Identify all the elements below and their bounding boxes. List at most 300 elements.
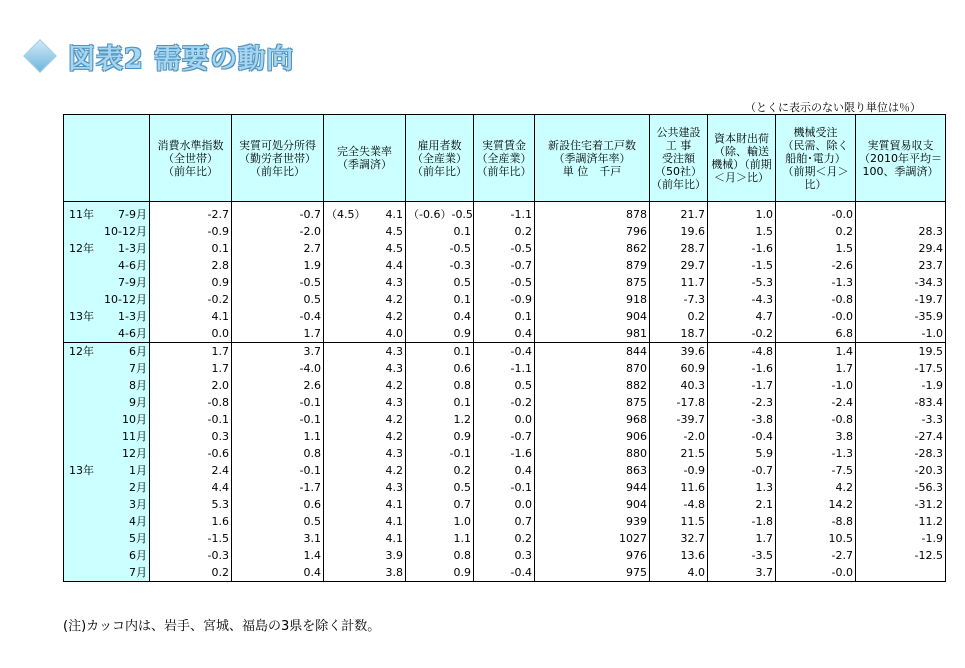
data-cell: 1.7 [232, 325, 324, 343]
data-cell: 880 [535, 445, 650, 462]
data-cell: 2.0 [150, 377, 232, 394]
table-row [64, 462, 946, 479]
row-period: 5月 [129, 532, 147, 545]
data-cell: 4.2 [324, 411, 406, 428]
data-cell: 906 [535, 428, 650, 445]
data-cell: 29.4 [856, 240, 946, 257]
data-cell: 862 [535, 240, 650, 257]
data-cell: 870 [535, 360, 650, 377]
data-cell: -1.6 [474, 445, 535, 462]
data-cell: -7.5 [776, 462, 856, 479]
data-cell: 4.1 [324, 530, 406, 547]
row-label [64, 445, 150, 462]
row-label [64, 240, 150, 257]
column-header: 完全失業率 （季調済） [324, 115, 406, 202]
data-cell: 4.1 [150, 308, 232, 325]
data-cell: -1.0 [776, 377, 856, 394]
row-period: 7月 [129, 566, 147, 579]
data-cell: 944 [535, 479, 650, 496]
data-cell: 11.5 [650, 513, 708, 530]
data-cell: 0.1 [406, 343, 474, 361]
row-label [64, 513, 150, 530]
row-label [64, 411, 150, 428]
row-label [64, 462, 150, 479]
data-cell: -7.3 [650, 291, 708, 308]
data-cell: 2.8 [150, 257, 232, 274]
data-cell: 4.4 [150, 479, 232, 496]
data-cell: 976 [535, 547, 650, 564]
data-cell: 2.6 [232, 377, 324, 394]
row-year: 12年 [69, 345, 94, 358]
data-cell: 4.5 [324, 223, 406, 240]
data-cell: -0.3 [406, 257, 474, 274]
data-cell: 863 [535, 462, 650, 479]
table-row [64, 343, 946, 361]
data-cell: 23.7 [856, 257, 946, 274]
figure-title [24, 36, 294, 76]
data-cell: 11.7 [650, 274, 708, 291]
row-label [64, 291, 150, 308]
data-cell: -0.3 [150, 547, 232, 564]
data-cell: 3.1 [232, 530, 324, 547]
data-cell: 0.8 [406, 547, 474, 564]
data-cell: （4.5） 4.1 [324, 202, 406, 224]
row-label [64, 360, 150, 377]
data-cell: 4.3 [324, 274, 406, 291]
data-cell: -5.3 [708, 274, 776, 291]
data-cell: -1.9 [856, 530, 946, 547]
table-row [64, 274, 946, 291]
data-cell: 39.6 [650, 343, 708, 361]
data-cell: 904 [535, 308, 650, 325]
row-period: 4-6月 [118, 259, 147, 272]
data-cell: -0.8 [776, 411, 856, 428]
data-cell: -2.0 [232, 223, 324, 240]
data-cell: 4.1 [324, 496, 406, 513]
row-year: 13年 [69, 310, 94, 323]
data-cell: -0.6 [150, 445, 232, 462]
data-cell: 1.7 [150, 343, 232, 361]
column-header: 公共建設 工 事 受注額 （50社） （前年比） [650, 115, 708, 202]
row-label [64, 257, 150, 274]
data-cell [856, 564, 946, 582]
data-cell: -0.2 [150, 291, 232, 308]
row-period: 10月 [122, 413, 147, 426]
data-cell: 13.6 [650, 547, 708, 564]
data-cell: 0.5 [406, 274, 474, 291]
data-cell: 4.2 [324, 462, 406, 479]
table-row [64, 325, 946, 343]
data-cell: 4.5 [324, 240, 406, 257]
table-row [64, 547, 946, 564]
data-cell: 882 [535, 377, 650, 394]
data-cell: 918 [535, 291, 650, 308]
row-period: 9月 [129, 396, 147, 409]
data-cell: 0.0 [150, 325, 232, 343]
data-cell: -0.4 [474, 343, 535, 361]
row-period: 7月 [129, 362, 147, 375]
data-cell: 0.5 [232, 513, 324, 530]
data-cell: 4.2 [324, 428, 406, 445]
data-cell: -1.1 [474, 202, 535, 224]
diamond-icon [23, 39, 57, 73]
data-cell: 1.5 [776, 240, 856, 257]
data-cell: （-0.6） -0.5 [406, 202, 474, 224]
data-cell: 0.4 [474, 325, 535, 343]
data-cell: 1.4 [776, 343, 856, 361]
data-cell: 0.2 [776, 223, 856, 240]
data-cell: 3.8 [776, 428, 856, 445]
data-cell: 0.2 [474, 223, 535, 240]
row-period: 3月 [129, 498, 147, 511]
data-cell: 0.9 [406, 564, 474, 582]
paren-value: （-0.6） [408, 208, 452, 221]
data-cell: 0.9 [406, 325, 474, 343]
data-cell: -4.0 [232, 360, 324, 377]
row-label [64, 274, 150, 291]
data-cell: -1.7 [708, 377, 776, 394]
data-cell: -3.5 [708, 547, 776, 564]
data-cell: 0.3 [150, 428, 232, 445]
data-cell: 4.0 [650, 564, 708, 582]
data-cell: 4.2 [324, 291, 406, 308]
data-cell: 1.0 [406, 513, 474, 530]
data-cell: 1.3 [708, 479, 776, 496]
data-cell: -0.0 [776, 564, 856, 582]
table-row [64, 360, 946, 377]
data-cell: 4.2 [324, 377, 406, 394]
column-header: 実質賃金 （全産業） （前年比） [474, 115, 535, 202]
data-cell: 1.5 [708, 223, 776, 240]
data-cell: 0.5 [406, 479, 474, 496]
column-header: 新設住宅着工戸数 （季調済年率） 単 位 千戸 [535, 115, 650, 202]
data-cell: 4.0 [324, 325, 406, 343]
data-cell: -0.8 [150, 394, 232, 411]
data-cell: 0.4 [232, 564, 324, 582]
data-cell: 0.2 [474, 530, 535, 547]
data-cell [856, 202, 946, 224]
data-cell: 5.3 [150, 496, 232, 513]
data-cell: -0.9 [650, 462, 708, 479]
row-year: 12年 [69, 242, 94, 255]
data-cell: -31.2 [856, 496, 946, 513]
data-cell: -0.5 [232, 274, 324, 291]
data-cell: -2.7 [150, 202, 232, 224]
data-cell: -12.5 [856, 547, 946, 564]
data-cell: 11.6 [650, 479, 708, 496]
data-cell: -8.8 [776, 513, 856, 530]
data-cell: 21.7 [650, 202, 708, 224]
data-cell: -1.3 [776, 274, 856, 291]
data-cell: 0.0 [474, 411, 535, 428]
data-cell: 60.9 [650, 360, 708, 377]
data-cell: -1.9 [856, 377, 946, 394]
data-cell: 875 [535, 394, 650, 411]
data-cell: 968 [535, 411, 650, 428]
data-cell: -0.2 [708, 325, 776, 343]
data-cell: -1.1 [474, 360, 535, 377]
data-cell: 0.5 [232, 291, 324, 308]
data-cell: 844 [535, 343, 650, 361]
row-period: 4-6月 [118, 327, 147, 340]
data-cell: -0.1 [406, 445, 474, 462]
data-cell: -1.6 [708, 360, 776, 377]
column-header: 資本財出荷 （除、輸送 機械）（前期 ＜月＞比） [708, 115, 776, 202]
data-cell: 0.3 [474, 547, 535, 564]
column-header: 消費水準指数 （全世帯） （前年比） [150, 115, 232, 202]
row-label [64, 394, 150, 411]
data-cell: 0.1 [150, 240, 232, 257]
data-cell: 3.7 [708, 564, 776, 582]
demand-table [63, 114, 946, 582]
table-row [64, 308, 946, 325]
data-cell: 0.1 [406, 394, 474, 411]
data-cell: -0.5 [406, 240, 474, 257]
data-cell: 0.6 [232, 496, 324, 513]
table-row [64, 513, 946, 530]
data-cell: 981 [535, 325, 650, 343]
data-cell: -0.4 [474, 564, 535, 582]
data-cell: 0.1 [406, 223, 474, 240]
data-cell: -0.0 [776, 202, 856, 224]
data-cell: -17.8 [650, 394, 708, 411]
data-cell: 0.8 [406, 377, 474, 394]
data-cell: 1027 [535, 530, 650, 547]
data-cell: -0.2 [474, 394, 535, 411]
data-cell: 4.2 [324, 308, 406, 325]
data-cell: 14.2 [776, 496, 856, 513]
data-cell: -0.4 [708, 428, 776, 445]
data-cell: 1.1 [406, 530, 474, 547]
data-cell: 1.2 [406, 411, 474, 428]
data-cell: 0.1 [406, 291, 474, 308]
data-cell: 19.6 [650, 223, 708, 240]
data-cell: -35.9 [856, 308, 946, 325]
table-row [64, 564, 946, 582]
data-cell: -1.6 [708, 240, 776, 257]
header-row [64, 115, 946, 202]
data-cell: 4.3 [324, 479, 406, 496]
data-cell: 1.4 [232, 547, 324, 564]
data-cell: -1.8 [708, 513, 776, 530]
data-cell: -1.3 [776, 445, 856, 462]
data-cell: -2.0 [650, 428, 708, 445]
data-cell: 10.5 [776, 530, 856, 547]
data-cell: 4.7 [708, 308, 776, 325]
table-row [64, 394, 946, 411]
unit-note: （とくに表示のない限り単位は％） [745, 101, 921, 114]
row-label [64, 496, 150, 513]
row-label [64, 202, 150, 224]
data-cell: 1.6 [150, 513, 232, 530]
data-cell: 0.4 [406, 308, 474, 325]
column-header: 機械受注 （民需、除く 船舶･電力） （前期＜月＞ 比） [776, 115, 856, 202]
data-cell: 1.7 [708, 530, 776, 547]
data-cell: 875 [535, 274, 650, 291]
row-label [64, 308, 150, 325]
title-text: 図表2 需要の動向 [68, 43, 295, 75]
data-cell: 6.8 [776, 325, 856, 343]
data-cell: 0.8 [232, 445, 324, 462]
row-label [64, 479, 150, 496]
table-row [64, 257, 946, 274]
data-cell: 19.5 [856, 343, 946, 361]
data-cell: -27.4 [856, 428, 946, 445]
data-cell: -19.7 [856, 291, 946, 308]
data-cell: -3.3 [856, 411, 946, 428]
data-cell: 11.2 [856, 513, 946, 530]
footnote: (注)カッコ内は、岩手、宮城、福島の3県を除く計数。 [63, 619, 381, 634]
data-cell: -4.3 [708, 291, 776, 308]
row-label [64, 530, 150, 547]
data-cell: 0.1 [474, 308, 535, 325]
row-label [64, 547, 150, 564]
table-row [64, 445, 946, 462]
data-cell: 4.3 [324, 343, 406, 361]
data-cell: -34.3 [856, 274, 946, 291]
data-cell: 29.7 [650, 257, 708, 274]
data-cell: 3.7 [232, 343, 324, 361]
row-period: 6月 [129, 549, 147, 562]
data-cell: -1.5 [708, 257, 776, 274]
row-period: 4月 [129, 515, 147, 528]
data-cell: 1.7 [150, 360, 232, 377]
data-cell: -0.0 [776, 308, 856, 325]
table-row [64, 530, 946, 547]
data-cell: -0.1 [150, 411, 232, 428]
row-label [64, 377, 150, 394]
table-row [64, 496, 946, 513]
data-cell: 0.0 [474, 496, 535, 513]
data-cell: -28.3 [856, 445, 946, 462]
row-year: 13年 [69, 464, 94, 477]
data-cell: 1.7 [776, 360, 856, 377]
data-cell: 939 [535, 513, 650, 530]
data-cell: 2.1 [708, 496, 776, 513]
data-cell: -2.6 [776, 257, 856, 274]
data-cell: -4.8 [650, 496, 708, 513]
table-row [64, 223, 946, 240]
data-cell: -2.7 [776, 547, 856, 564]
data-cell: 0.2 [650, 308, 708, 325]
data-cell: 5.9 [708, 445, 776, 462]
table-row [64, 291, 946, 308]
data-cell: 4.4 [324, 257, 406, 274]
data-cell: 0.4 [474, 462, 535, 479]
data-cell: 3.9 [324, 547, 406, 564]
row-label [64, 325, 150, 343]
data-cell: -0.8 [776, 291, 856, 308]
row-year: 11年 [69, 208, 94, 221]
row-label [64, 223, 150, 240]
data-cell: 879 [535, 257, 650, 274]
data-cell: 4.3 [324, 445, 406, 462]
data-cell: 28.7 [650, 240, 708, 257]
data-cell: 0.9 [150, 274, 232, 291]
row-period: 10-12月 [104, 293, 147, 306]
paren-value: （4.5） [326, 208, 366, 221]
column-header: 実質可処分所得 （勤労者世帯） （前年比） [232, 115, 324, 202]
data-cell: 0.7 [406, 496, 474, 513]
data-cell: -56.3 [856, 479, 946, 496]
data-cell: 4.3 [324, 360, 406, 377]
row-period: 10-12月 [104, 225, 147, 238]
data-cell: 18.7 [650, 325, 708, 343]
table-row [64, 411, 946, 428]
data-cell: 0.7 [474, 513, 535, 530]
row-period: 7-9月 [118, 276, 147, 289]
table-row [64, 240, 946, 257]
row-period: 6月 [129, 345, 147, 358]
data-cell: 32.7 [650, 530, 708, 547]
data-cell: -1.7 [232, 479, 324, 496]
data-cell: -1.5 [150, 530, 232, 547]
data-cell: 2.7 [232, 240, 324, 257]
data-cell: 0.2 [406, 462, 474, 479]
row-period: 1-3月 [118, 242, 147, 255]
data-cell: 40.3 [650, 377, 708, 394]
row-label [64, 564, 150, 582]
data-cell: 21.5 [650, 445, 708, 462]
data-cell: -4.8 [708, 343, 776, 361]
data-cell: -0.9 [150, 223, 232, 240]
data-cell: -39.7 [650, 411, 708, 428]
data-cell: 4.3 [324, 394, 406, 411]
data-cell: 1.1 [232, 428, 324, 445]
data-cell: 4.1 [324, 513, 406, 530]
data-cell: -0.4 [232, 308, 324, 325]
data-cell: 1.0 [708, 202, 776, 224]
data-cell: -17.5 [856, 360, 946, 377]
data-cell: 0.6 [406, 360, 474, 377]
data-cell: 2.4 [150, 462, 232, 479]
column-header [64, 115, 150, 202]
row-period: 8月 [129, 379, 147, 392]
data-cell: -3.8 [708, 411, 776, 428]
data-cell: 878 [535, 202, 650, 224]
data-cell: -0.5 [474, 240, 535, 257]
data-cell: 0.2 [150, 564, 232, 582]
data-cell: -0.1 [474, 479, 535, 496]
table-row [64, 479, 946, 496]
table-row [64, 202, 946, 224]
data-cell: -0.5 [474, 274, 535, 291]
row-period: 2月 [129, 481, 147, 494]
data-cell: -0.9 [474, 291, 535, 308]
data-cell: 28.3 [856, 223, 946, 240]
data-cell: -83.4 [856, 394, 946, 411]
row-period: 1月 [129, 464, 147, 477]
data-cell: -0.7 [708, 462, 776, 479]
data-cell: -0.7 [474, 428, 535, 445]
data-cell: 975 [535, 564, 650, 582]
data-cell: 0.9 [406, 428, 474, 445]
data-cell: -0.7 [474, 257, 535, 274]
data-cell: -0.1 [232, 462, 324, 479]
data-cell: -0.1 [232, 394, 324, 411]
data-cell: -20.3 [856, 462, 946, 479]
column-header: 雇用者数 （全産業） （前年比） [406, 115, 474, 202]
data-cell: -1.0 [856, 325, 946, 343]
data-cell: 796 [535, 223, 650, 240]
table-row [64, 428, 946, 445]
row-period: 12月 [122, 447, 147, 460]
data-cell: -0.1 [232, 411, 324, 428]
data-cell: -2.3 [708, 394, 776, 411]
data-cell: -2.4 [776, 394, 856, 411]
row-label [64, 428, 150, 445]
data-cell: -0.7 [232, 202, 324, 224]
